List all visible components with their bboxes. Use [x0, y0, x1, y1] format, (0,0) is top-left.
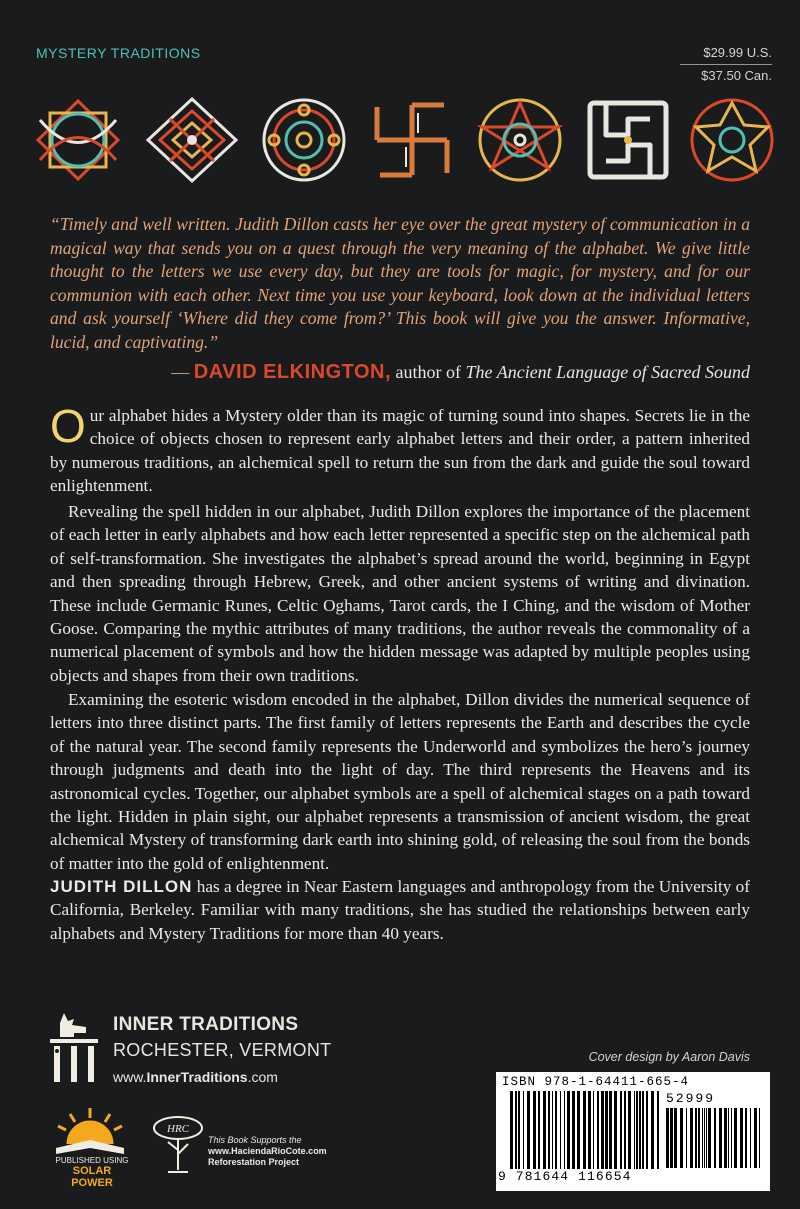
bio-text: has a degree in Near Eastern languages and anthropology from the University of California, Berkeley. Familiar with many traditions, she has studied the relationships between early alphabets and Mystery Traditions for more than 40 years.	[50, 877, 750, 943]
barcode-bar	[523, 1091, 524, 1169]
barcode-bar	[583, 1091, 586, 1169]
barcode-bar	[750, 1108, 751, 1168]
barcode-bar	[593, 1091, 594, 1169]
hrc-tree-logo-icon	[150, 1114, 206, 1176]
quote-author: DAVID ELKINGTON,	[193, 361, 392, 383]
solar-power-logo-icon	[48, 1104, 132, 1156]
barcode-bar	[538, 1091, 540, 1169]
barcode-bar	[708, 1108, 711, 1168]
publisher-website[interactable]	[113, 1069, 278, 1085]
barcode-bar	[698, 1108, 700, 1168]
barcode-bar	[567, 1091, 570, 1169]
quote-dash: —	[171, 362, 190, 382]
barcode-bar	[695, 1108, 697, 1168]
solar-line-1: PUBLISHED USING	[55, 1156, 129, 1165]
price-code-text: 52999	[666, 1091, 716, 1106]
barcode-bar	[636, 1091, 638, 1169]
barcode-bar	[666, 1108, 669, 1168]
web-domain: InnerTraditions	[146, 1069, 248, 1085]
hrc-line-1: This Book Supports the	[208, 1135, 302, 1145]
barcode-bar	[527, 1091, 530, 1169]
barcode-bar	[624, 1091, 626, 1169]
body-paragraph-2: Revealing the spell hidden in our alphabet, Judith Dillon explores the importance of the placement of each letter in early alphabets and how each letter represented a specific step on the alchemical path of self-transformation. She investigates the alphabet’s spread around the world, beginning in Egypt and then spreading through Hebrew, Greek, and other ancient systems of writing and divination. These include Germanic Runes, Celtic Oghams, Tarot cards, the I Ching, and the wisdom of Mother Goose. Comparing the mythic attributes of many traditions, the author reveals the commonality of a numerical placement of symbols and how the hidden message was adapted by multiple peoples using objects and shapes from their own traditions.	[50, 502, 750, 685]
barcode-bar	[690, 1108, 693, 1168]
symbol-row	[30, 95, 772, 185]
barcode-bar	[639, 1091, 641, 1169]
barcode-bar	[634, 1091, 635, 1169]
barcode-bar	[510, 1091, 513, 1169]
isbn-text: ISBN 978-1-64411-665-4	[502, 1075, 690, 1089]
barcode-bar	[670, 1108, 673, 1168]
barcode-bar	[555, 1091, 557, 1169]
barcode-bar	[642, 1091, 644, 1169]
body-paragraph-3: Examining the esoteric wisdom encoded in the alphabet, Dillon divides the numerical sequence of letters into three distinct parts. The first family of letters represents the Earth and describes the cycle of the natural year. The second family represents the Underworld and symbolizes the hero’s journey through judgments and death into the light of day. The third represents the Heavens and its astronomical cycles. Together, our alphabet symbols are a spell of alchemical stages on a path toward the light. Hidden in plain sight, our alphabet represents a transmission of ancient wisdom, the great alchemical Mystery of transforming dark earth into shining gold, of releasing the soul from the bonds of matter into the gold of enlightenment.	[50, 690, 750, 873]
diamond-lattice-icon	[144, 95, 240, 185]
barcode-bar	[686, 1108, 687, 1168]
barcode-bar	[680, 1108, 683, 1168]
svg-text:HRC: HRC	[167, 1123, 189, 1135]
paragraph-1-text: ur alphabet hides a Mystery older than its magic of turning sound into shapes. Secrets lie in the choice of objects chosen to represent early alphabet letters and their order, a pattern inherited by numerous traditions, an alchemical spell to return the sun from the dark and guide the soul toward enlightenment.	[50, 406, 750, 496]
barcode-bar	[515, 1091, 517, 1169]
barcode-bar	[745, 1108, 747, 1168]
review-quote: “Timely and well written. Judith Dillon casts her eye over the great mystery of communication in a magical way that sends you on a quest through the very meaning of the alphabet. We give little thought to the letters we use every day, but they are tools for magic, for mystery, and for our communion with each other. Next time you use your keyboard, look down at the individual letters and ask yourself ‘Where did they come from?’ This book will give you the answer. Informative, lucid, and captivating.”	[50, 214, 750, 352]
price-barcode	[666, 1108, 762, 1168]
nine-point-star-icon	[684, 95, 780, 185]
barcode-bar	[543, 1091, 546, 1169]
barcode-bar	[646, 1091, 648, 1169]
quote-author-role: author of	[395, 362, 462, 382]
barcode-bar	[533, 1091, 536, 1169]
barcode-bar	[614, 1091, 617, 1169]
category-label: MYSTERY TRADITIONS	[36, 45, 201, 61]
barcode-bar	[754, 1108, 757, 1168]
barcode-bar	[597, 1091, 599, 1169]
barcode-bar	[719, 1108, 722, 1168]
barcode-bar	[605, 1091, 608, 1169]
price-us: $29.99 U.S.	[680, 42, 772, 65]
web-suffix: .com	[247, 1069, 278, 1085]
hrc-line-3: Reforestation Project	[208, 1157, 300, 1167]
barcode-bar	[674, 1108, 677, 1168]
price-box	[680, 42, 772, 87]
anubis-pillar-logo-icon	[46, 1013, 102, 1085]
woven-knot-icon	[30, 95, 126, 185]
barcode-bar	[731, 1108, 732, 1168]
barcode-bar	[518, 1091, 520, 1169]
barcode-bar	[620, 1091, 622, 1169]
main-barcode	[510, 1091, 660, 1169]
barcode-bar	[552, 1091, 553, 1169]
body-paragraph-1	[50, 400, 750, 498]
barcode-bar	[564, 1091, 565, 1169]
bio-author-name: JUDITH DILLON	[50, 877, 193, 896]
barcode-bar	[728, 1108, 729, 1168]
barcode-bar	[548, 1091, 550, 1169]
barcode-bar	[734, 1108, 737, 1168]
barcode-bar	[588, 1091, 591, 1169]
swastika-icon	[364, 95, 460, 185]
barcode-bar	[609, 1091, 612, 1169]
barcode-bar	[657, 1091, 659, 1169]
author-bio	[50, 875, 750, 945]
barcode-bar	[601, 1091, 604, 1169]
barcode-bar	[651, 1091, 654, 1169]
barcode-bar	[724, 1108, 727, 1168]
hrc-line-2[interactable]: www.HaciendaRioCote.com	[208, 1146, 327, 1156]
hrc-caption	[208, 1135, 327, 1168]
price-can: $37.50 Can.	[701, 68, 772, 83]
web-prefix: www.	[113, 1069, 147, 1085]
barcode-bar	[628, 1091, 631, 1169]
barcode-bar	[704, 1108, 705, 1168]
barcode-bar	[714, 1108, 716, 1168]
barcode-box	[496, 1072, 770, 1191]
barcode-bar	[740, 1108, 743, 1168]
barcode-bar	[706, 1108, 707, 1168]
quote-attribution	[171, 361, 750, 384]
barcode-bar	[577, 1091, 580, 1169]
barcode-bar	[560, 1091, 561, 1169]
barcode-bar	[702, 1108, 703, 1168]
barcode-bar	[572, 1091, 575, 1169]
drop-cap: O	[50, 400, 86, 452]
quote-author-book: The Ancient Language of Sacred Sound	[465, 362, 750, 382]
octagram-wheel-icon	[472, 95, 568, 185]
cover-design-credit: Cover design by Aaron Davis	[588, 1050, 750, 1064]
barcode-bar	[759, 1108, 760, 1168]
publisher-city: ROCHESTER, VERMONT	[113, 1040, 332, 1060]
barcode-digits: 9 781644 116654	[498, 1169, 632, 1184]
mandala-icon	[256, 95, 352, 185]
solar-line-2: SOLAR POWER	[71, 1165, 113, 1189]
maze-knot-icon	[580, 95, 676, 185]
publisher-name: INNER TRADITIONS	[113, 1014, 299, 1035]
